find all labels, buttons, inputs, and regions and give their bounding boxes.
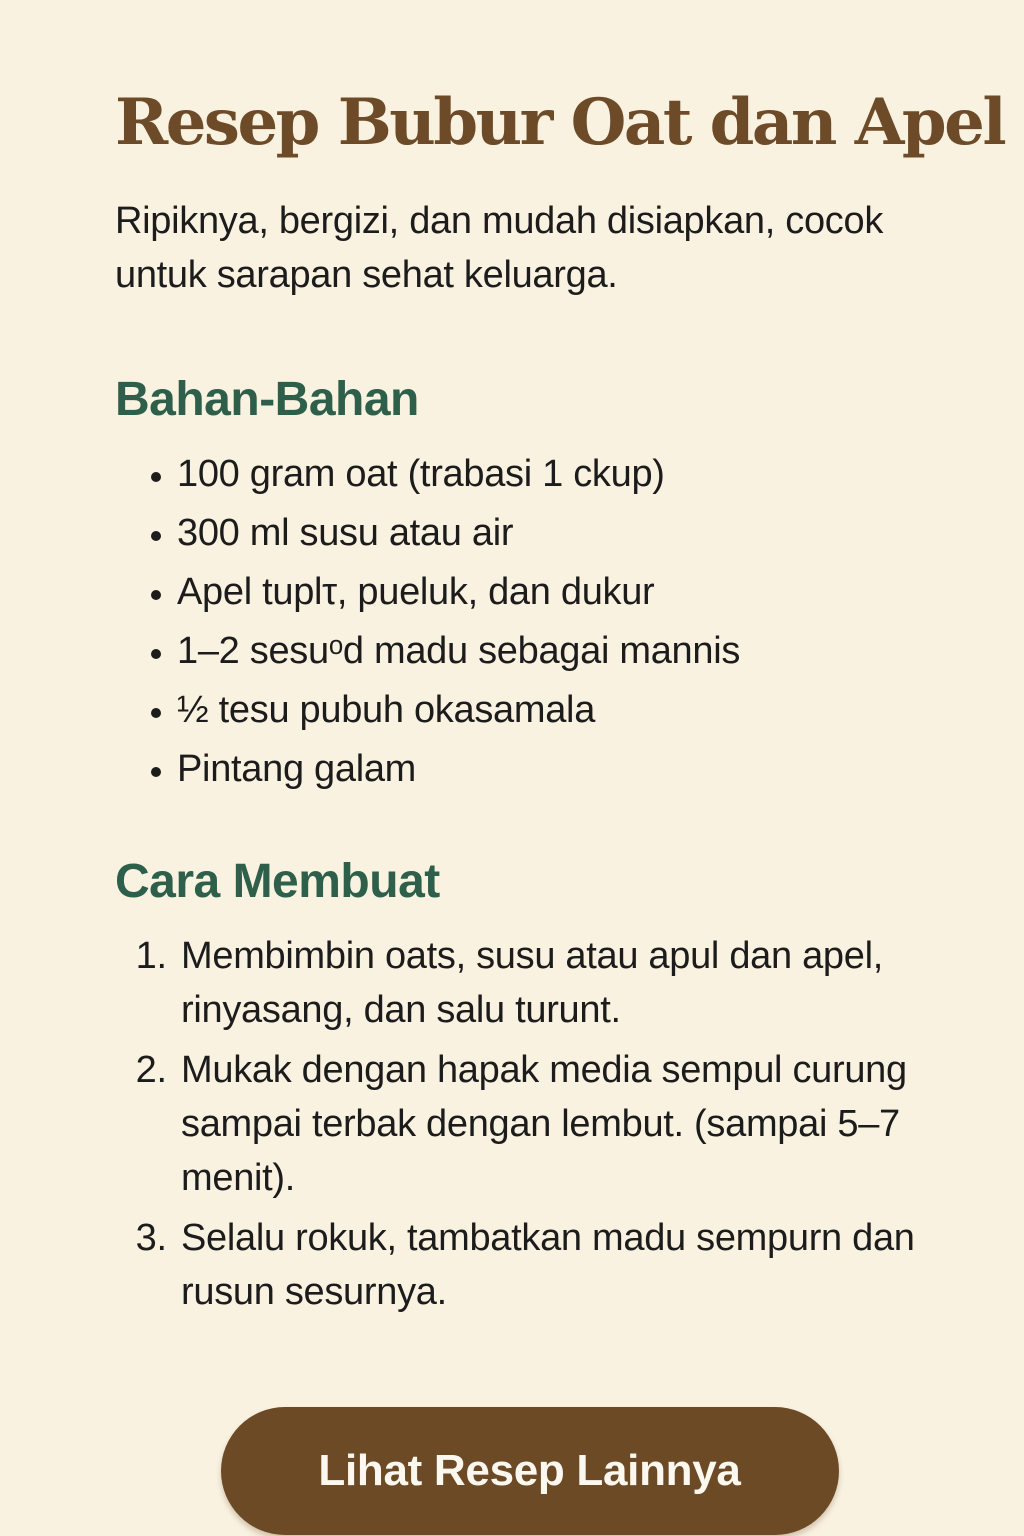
instruction-step: 2. Mukak dengan hapak media sempul curung sampai terbak dengan lembut. (sampai 5–7 menit).	[177, 1043, 944, 1205]
button-container	[115, 1407, 944, 1535]
ingredients-heading: Bahan-Bahan	[115, 373, 419, 427]
instructions-heading: Cara Membuat	[115, 855, 440, 909]
ingredient-item: • Pintang galam	[177, 742, 944, 796]
ingredient-item: • 300 ml susu atau air	[177, 506, 944, 560]
instruction-step: 3. Selalu rokuk, tambatkan madu sempurn dan rusun sesurnya.	[177, 1211, 944, 1319]
ingredient-item: • 100 gram oat (trabasi 1 ckup)	[177, 447, 944, 501]
ingredient-item: • 1–2 sesuᵒd madu sebagai mannis	[177, 624, 944, 678]
see-other-recipes-button[interactable]: Lihat Resep Lainnya	[221, 1407, 839, 1535]
page-title: Resep Bubur Oat dan Apel	[115, 85, 1005, 160]
ingredients-list	[115, 447, 944, 796]
page-subtitle: Ripiknya, bergizi, dan mudah disiapkan, cocok untuk sarapan sehat keluarga.	[115, 200, 884, 297]
ingredient-item: • ½ tesu pubuh okasamala	[177, 683, 944, 737]
instructions-list	[115, 929, 944, 1319]
ingredient-item: • Apel tuplτ, pueluk, dan dukur	[177, 565, 944, 619]
instruction-step: 1. Membimbin oats, susu atau apul dan apel, rinyasang, dan salu turunt.	[177, 929, 944, 1037]
